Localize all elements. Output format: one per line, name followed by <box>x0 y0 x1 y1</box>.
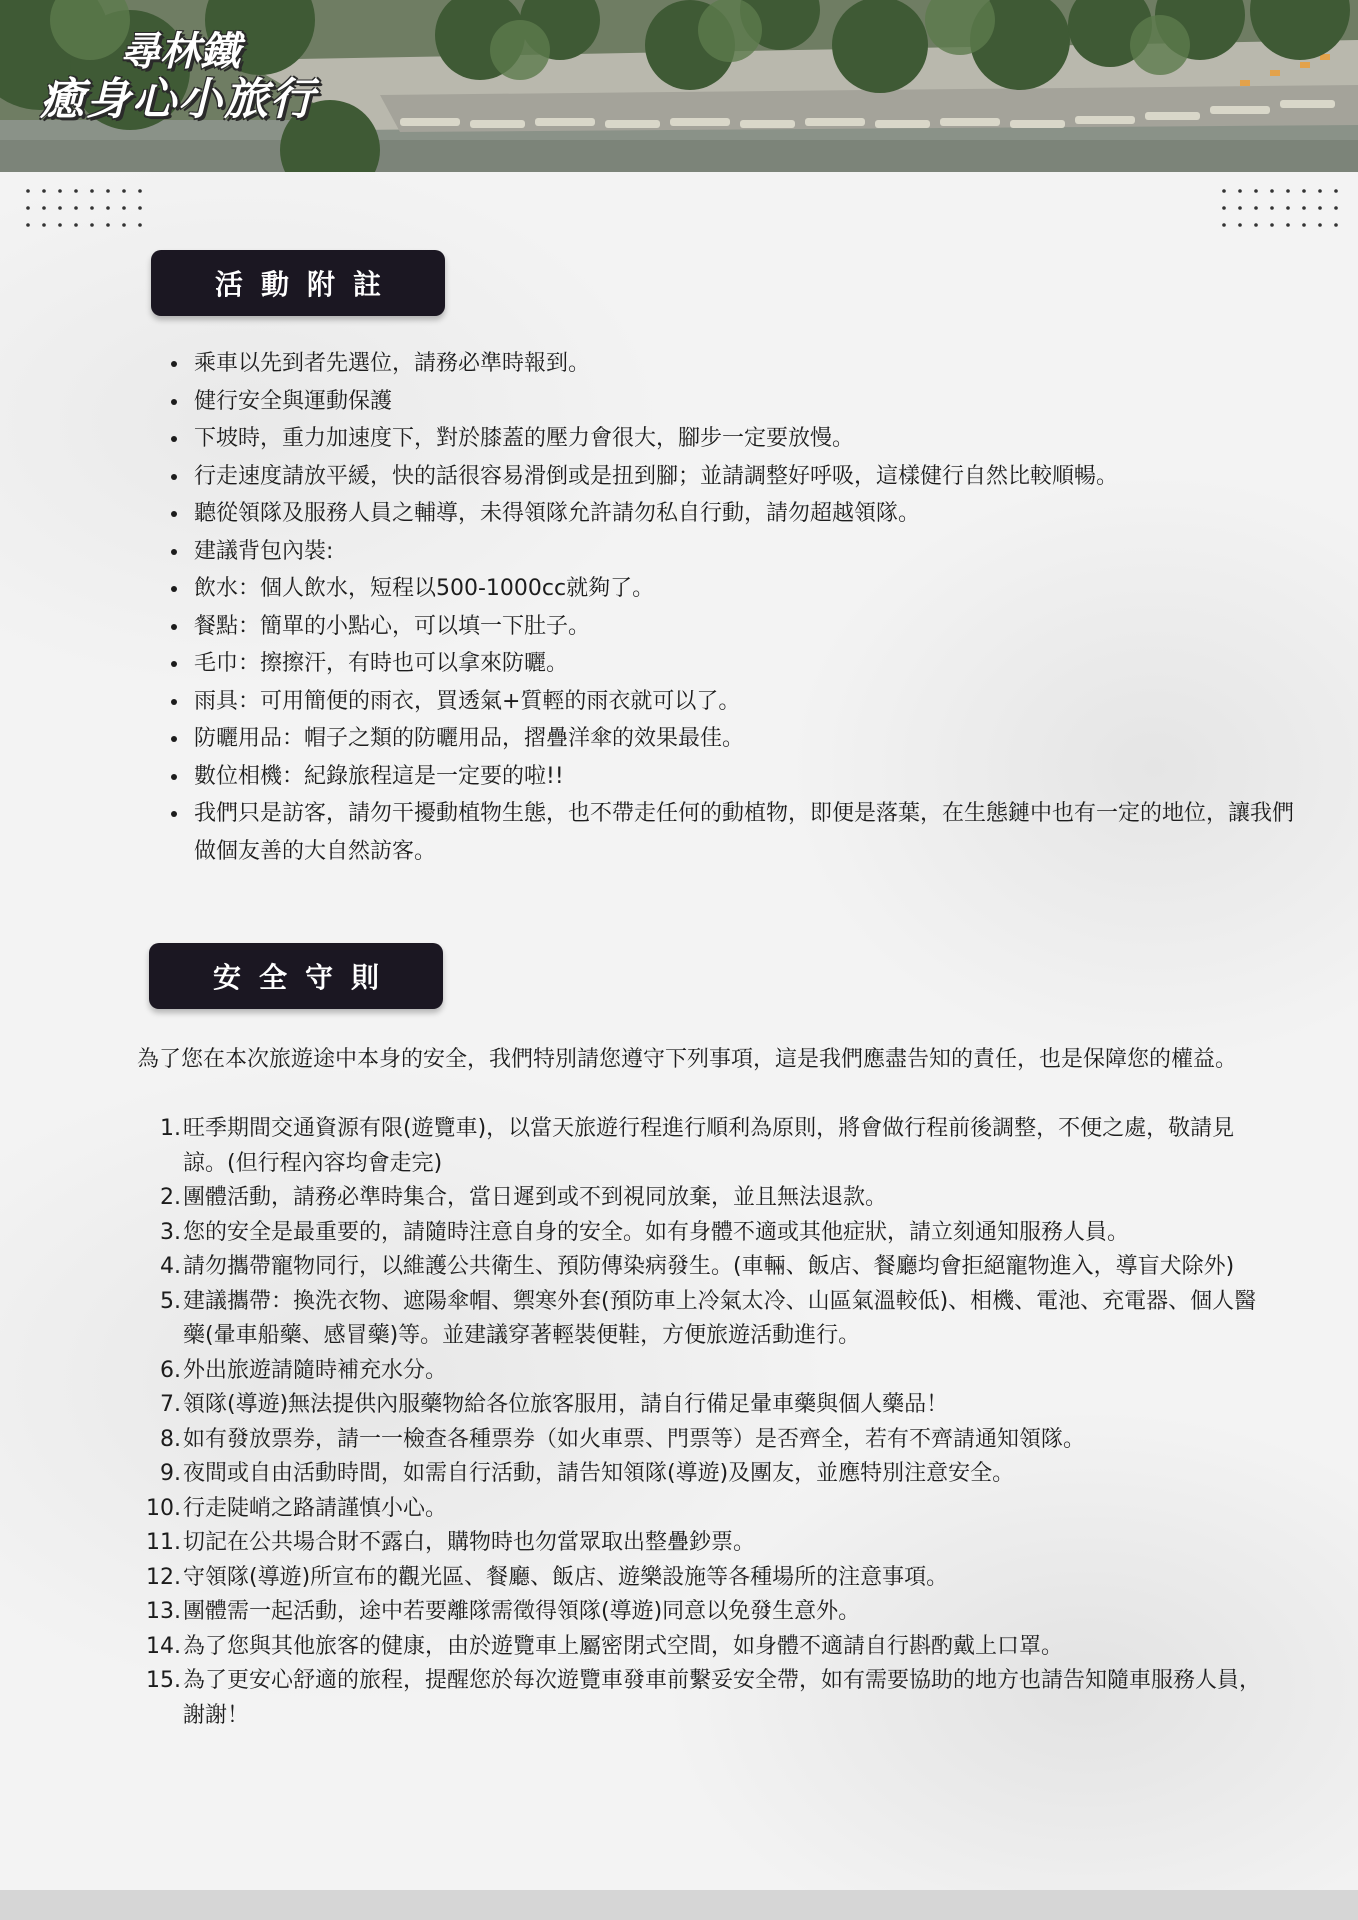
numbered-list-item <box>137 1526 1269 1561</box>
item-text: 請勿攜帶寵物同行，以維護公共衛生、預防傳染病發生。(車輛、飯店、餐廳均會拒絕寵物進入，導盲犬除外) <box>183 1254 1235 1279</box>
list-item: • 下坡時，重力加速度下，對於膝蓋的壓力會很大，腳步一定要放慢。 <box>190 420 1310 458</box>
item-number: 9. <box>160 1461 181 1486</box>
item-text: 旺季期間交通資源有限(遊覽車)，以當天旅遊行程進行順利為原則，將會做行程前後調整，不便之處，敬請見諒。(但行程內容均會走完) <box>183 1116 1235 1176</box>
item-number: 4. <box>160 1254 181 1279</box>
numbered-list-item <box>137 1250 1269 1285</box>
numbered-list-item <box>137 1112 1269 1181</box>
banner-title-line1: 尋林鐵 <box>120 28 240 75</box>
dot-grid-decoration-right <box>1222 188 1342 228</box>
numbered-list-item <box>137 1354 1269 1389</box>
numbered-list-item <box>137 1595 1269 1630</box>
item-text: 如有發放票券，請一一檢查各種票券（如火車票、門票等）是否齊全，若有不齊請通知領隊。 <box>183 1426 1086 1452</box>
item-text: 團體活動，請務必準時集合，當日遲到或不到視同放棄，並且無法退款。 <box>183 1185 888 1210</box>
item-text: 領隊(導遊)無法提供內服藥物給各位旅客服用，請自行備足暈車藥與個人藥品！ <box>183 1392 949 1417</box>
safety-intro-paragraph: 為了您在本次旅遊途中本身的安全，我們特別請您遵守下列事項，這是我們應盡告知的責任，也是保障您的權益。 <box>137 1047 1238 1072</box>
numbered-list-item <box>137 1423 1269 1458</box>
item-number: 11. <box>146 1530 181 1555</box>
list-item: • 雨具：可用簡便的雨衣，買透氣+質輕的雨衣就可以了。 <box>190 683 1310 721</box>
item-text: 您的安全是最重要的，請隨時注意自身的安全。如有身體不適或其他症狀，請立刻通知服務人員。 <box>183 1219 1130 1245</box>
item-number: 15. <box>146 1668 181 1693</box>
numbered-list-item <box>137 1388 1269 1423</box>
list-item: • 飲水：個人飲水，短程以500-1000cc就夠了。 <box>190 570 1310 608</box>
footer-band <box>0 1890 1358 1920</box>
banner-title <box>40 30 316 124</box>
safety-rules-heading: 安全守則 <box>149 943 443 1009</box>
item-number: 1. <box>160 1116 181 1141</box>
item-text: 行走陡峭之路請謹慎小心。 <box>183 1495 448 1521</box>
list-item: • 乘車以先到者先選位，請務必準時報到。 <box>190 345 1310 383</box>
numbered-list-item <box>137 1664 1269 1733</box>
item-text: 切記在公共場合財不露白，購物時也勿當眾取出整疊鈔票。 <box>183 1530 756 1555</box>
item-number: 5. <box>160 1288 181 1314</box>
list-item: • 建議背包內裝: <box>190 533 1310 571</box>
item-text: 守領隊(導遊)所宣布的觀光區、餐廳、飯店、遊樂設施等各種場所的注意事項。 <box>183 1564 949 1590</box>
list-item: • 聽從領隊及服務人員之輔導，未得領隊允許請勿私自行動，請勿超越領隊。 <box>190 495 1310 533</box>
list-item: • 行走速度請放平緩，快的話很容易滑倒或是扭到腳；並請調整好呼吸，這樣健行自然比較順暢。 <box>190 458 1310 496</box>
list-item: • 數位相機：紀錄旅程這是一定要的啦!! <box>190 758 1310 796</box>
dot-grid-decoration-left <box>26 188 146 228</box>
item-number: 7. <box>160 1392 181 1417</box>
banner-title-line2: 癒身心小旅行 <box>40 73 316 125</box>
item-text: 外出旅遊請隨時補充水分。 <box>183 1357 448 1383</box>
item-text: 建議攜帶：換洗衣物、遮陽傘帽、禦寒外套(預防車上冷氣太冷、山區氣溫較低)、相機、電池、充電器、個人醫藥(暈車船藥、感冒藥)等。並建議穿著輕裝便鞋，方便旅遊活動進行。 <box>183 1288 1257 1348</box>
safety-rules-list <box>137 1112 1269 1733</box>
numbered-list-item <box>137 1457 1269 1492</box>
list-item: • 我們只是訪客，請勿干擾動植物生態，也不帶走任何的動植物，即便是落葉，在生態鏈中也有一定的地位，讓我們做個友善的大自然訪客。 <box>190 795 1310 870</box>
activity-notes-heading: 活動附註 <box>151 250 445 316</box>
item-number: 3. <box>160 1219 181 1245</box>
list-item: • 毛巾：擦擦汗，有時也可以拿來防曬。 <box>190 645 1310 683</box>
item-text: 團體需一起活動，途中若要離隊需徵得領隊(導遊)同意以免發生意外。 <box>183 1599 861 1624</box>
numbered-list-item <box>137 1181 1269 1216</box>
item-number: 12. <box>146 1564 181 1590</box>
item-text: 夜間或自由活動時間，如需自行活動，請告知領隊(導遊)及團友，並應特別注意安全。 <box>183 1461 1015 1486</box>
list-item: • 健行安全與運動保護 <box>190 383 1310 421</box>
item-text: 為了更安心舒適的旅程，提醒您於每次遊覽車發車前繫妥安全帶，如有需要協助的地方也請告知隨車服務人員，謝謝！ <box>183 1668 1262 1728</box>
numbered-list-item <box>137 1216 1269 1251</box>
list-item: • 餐點：簡單的小點心，可以填一下肚子。 <box>190 608 1310 646</box>
list-item: • 防曬用品：帽子之類的防曬用品，摺疊洋傘的效果最佳。 <box>190 720 1310 758</box>
item-number: 6. <box>160 1357 181 1383</box>
numbered-list-item <box>137 1492 1269 1527</box>
item-number: 13. <box>146 1599 181 1624</box>
item-text: 為了您與其他旅客的健康，由於遊覽車上屬密閉式空間，如身體不適請自行斟酌戴上口罩。 <box>183 1633 1064 1659</box>
numbered-list-item <box>137 1630 1269 1665</box>
item-number: 8. <box>160 1426 181 1452</box>
numbered-list-item <box>137 1285 1269 1354</box>
header-banner <box>0 0 1358 172</box>
item-number: 14. <box>146 1633 181 1659</box>
item-number: 10. <box>146 1495 181 1521</box>
activity-notes-list <box>150 345 1310 870</box>
item-number: 2. <box>160 1185 181 1210</box>
numbered-list-item <box>137 1561 1269 1596</box>
